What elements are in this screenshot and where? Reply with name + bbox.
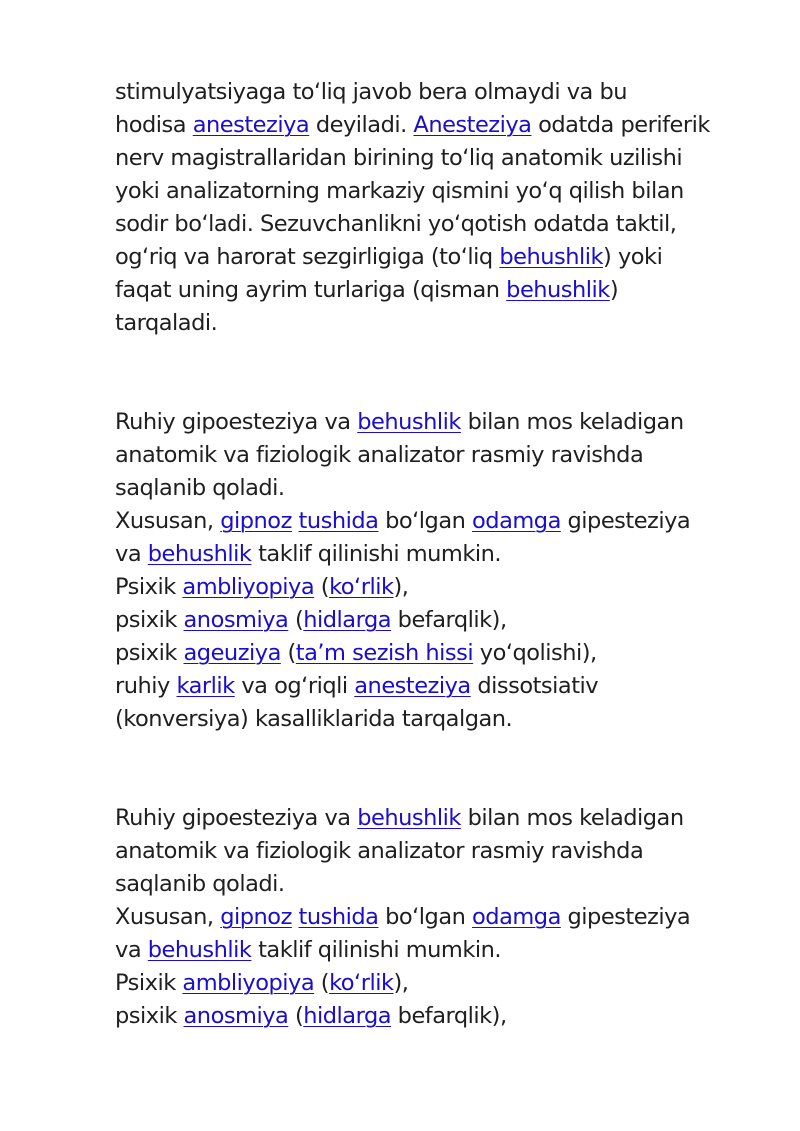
wiki-link[interactable]: odamga <box>472 508 561 534</box>
text-run: ( <box>288 1003 304 1029</box>
text-run: Psixik <box>115 970 183 996</box>
wiki-link[interactable]: behushlik <box>357 409 461 435</box>
text-line <box>115 802 755 835</box>
wiki-link[interactable]: ambliyopiya <box>182 574 315 600</box>
wiki-link[interactable]: ageuziya <box>183 640 281 666</box>
text-run: deyiladi. <box>309 112 414 138</box>
wiki-link[interactable]: odamga <box>472 904 561 930</box>
text-run: ( <box>314 970 330 996</box>
text-run: faqat uning ayrim turlariga (qisman <box>115 277 507 303</box>
text-run: Xususan, <box>115 508 221 534</box>
paragraph-gap <box>115 340 755 406</box>
text-line <box>115 274 755 307</box>
paragraph <box>115 802 755 1033</box>
text-run: bo‘lgan <box>378 904 473 930</box>
text-run: yo‘qolishi), <box>473 640 597 666</box>
text-line <box>115 901 755 934</box>
paragraph-gap <box>115 736 755 802</box>
document-page <box>115 76 755 1033</box>
text-line <box>115 604 755 637</box>
wiki-link[interactable]: hidlarga <box>303 607 392 633</box>
wiki-link[interactable]: behushlik <box>147 541 252 567</box>
text-run: ) yoki <box>603 244 663 270</box>
text-run: og‘riq va harorat sezgirligiga (to‘liq <box>115 244 500 270</box>
text-line <box>115 175 755 208</box>
wiki-link[interactable]: karlik <box>176 673 235 699</box>
text-line <box>115 637 755 670</box>
text-line <box>115 109 755 142</box>
text-line <box>115 703 755 736</box>
text-run: ( <box>314 574 330 600</box>
text-run: Ruhiy gipoesteziya va <box>115 409 358 435</box>
text-run: psixik <box>115 1003 184 1029</box>
wiki-link[interactable]: gipnoz <box>220 508 292 534</box>
text-line <box>115 835 755 868</box>
text-run: yoki analizatorning markaziy qismini yo‘q qilish bilan <box>115 178 684 204</box>
wiki-link[interactable]: anesteziya <box>192 112 310 138</box>
text-line <box>115 538 755 571</box>
wiki-link[interactable]: hidlarga <box>303 1003 392 1029</box>
text-run: nerv magistrallaridan birining to‘liq anatomik uzilishi <box>115 145 683 171</box>
text-run: gipesteziya <box>560 904 691 930</box>
text-run: odatda periferik <box>531 112 710 138</box>
text-line <box>115 406 755 439</box>
text-run: gipesteziya <box>560 508 691 534</box>
text-run: stimulyatsiyaga to‘liq javob bera olmaydi va bu <box>115 79 628 105</box>
text-line <box>115 1000 755 1033</box>
text-run: bilan mos keladigan <box>460 409 684 435</box>
wiki-link[interactable]: behushlik <box>357 805 461 831</box>
text-line <box>115 307 755 340</box>
text-run: saqlanib qoladi. <box>115 475 285 501</box>
text-run: va <box>115 937 148 963</box>
text-run: ruhiy <box>115 673 177 699</box>
text-line <box>115 439 755 472</box>
wiki-link[interactable]: behushlik <box>499 244 604 270</box>
text-line <box>115 241 755 274</box>
wiki-link[interactable]: Anesteziya <box>413 112 532 138</box>
text-run: befarqlik), <box>391 607 507 633</box>
text-run: ( <box>280 640 296 666</box>
text-run: ), <box>393 574 409 600</box>
text-run: dissotsiativ <box>470 673 599 699</box>
wiki-link[interactable]: tushida <box>298 508 379 534</box>
text-run: sodir bo‘ladi. Sezuvchanlikni yo‘qotish odatda taktil, <box>115 211 677 237</box>
text-run: Ruhiy gipoesteziya va <box>115 805 358 831</box>
text-line <box>115 868 755 901</box>
wiki-link[interactable]: ta’m sezish hissi <box>295 640 474 666</box>
paragraph <box>115 406 755 736</box>
text-line <box>115 571 755 604</box>
wiki-link[interactable]: ko‘rlik <box>329 574 394 600</box>
text-run: ) <box>609 277 619 303</box>
text-run <box>292 904 299 930</box>
wiki-link[interactable]: ambliyopiya <box>182 970 315 996</box>
text-run: taklif qilinishi mumkin. <box>251 541 502 567</box>
wiki-link[interactable]: gipnoz <box>220 904 292 930</box>
text-run: (konversiya) kasalliklarida tarqalgan. <box>115 706 513 732</box>
text-run <box>292 508 299 534</box>
text-run: anatomik va fiziologik analizator rasmiy ravishda <box>115 838 644 864</box>
text-run: taklif qilinishi mumkin. <box>251 937 502 963</box>
text-line <box>115 208 755 241</box>
text-run: va og‘riqli <box>234 673 355 699</box>
wiki-link[interactable]: anosmiya <box>183 607 289 633</box>
wiki-link[interactable]: anesteziya <box>354 673 471 699</box>
text-line <box>115 934 755 967</box>
text-line <box>115 967 755 1000</box>
text-run: ( <box>288 607 304 633</box>
text-run: bo‘lgan <box>378 508 473 534</box>
wiki-link[interactable]: behushlik <box>506 277 610 303</box>
text-line <box>115 472 755 505</box>
text-run: befarqlik), <box>391 1003 507 1029</box>
wiki-link[interactable]: ko‘rlik <box>329 970 394 996</box>
text-line <box>115 142 755 175</box>
paragraph <box>115 76 755 340</box>
text-run: bilan mos keladigan <box>460 805 684 831</box>
text-run: Psixik <box>115 574 183 600</box>
text-run: Xususan, <box>115 904 221 930</box>
wiki-link[interactable]: tushida <box>298 904 379 930</box>
text-line <box>115 670 755 703</box>
text-run: ), <box>393 970 409 996</box>
text-line <box>115 76 755 109</box>
text-run: anatomik va fiziologik analizator rasmiy ravishda <box>115 442 644 468</box>
wiki-link[interactable]: behushlik <box>147 937 252 963</box>
text-line <box>115 505 755 538</box>
wiki-link[interactable]: anosmiya <box>183 1003 289 1029</box>
text-run: tarqaladi. <box>115 310 218 336</box>
text-run: va <box>115 541 148 567</box>
text-run: psixik <box>115 640 184 666</box>
text-run: psixik <box>115 607 184 633</box>
text-run: saqlanib qoladi. <box>115 871 285 897</box>
text-run: hodisa <box>115 112 193 138</box>
